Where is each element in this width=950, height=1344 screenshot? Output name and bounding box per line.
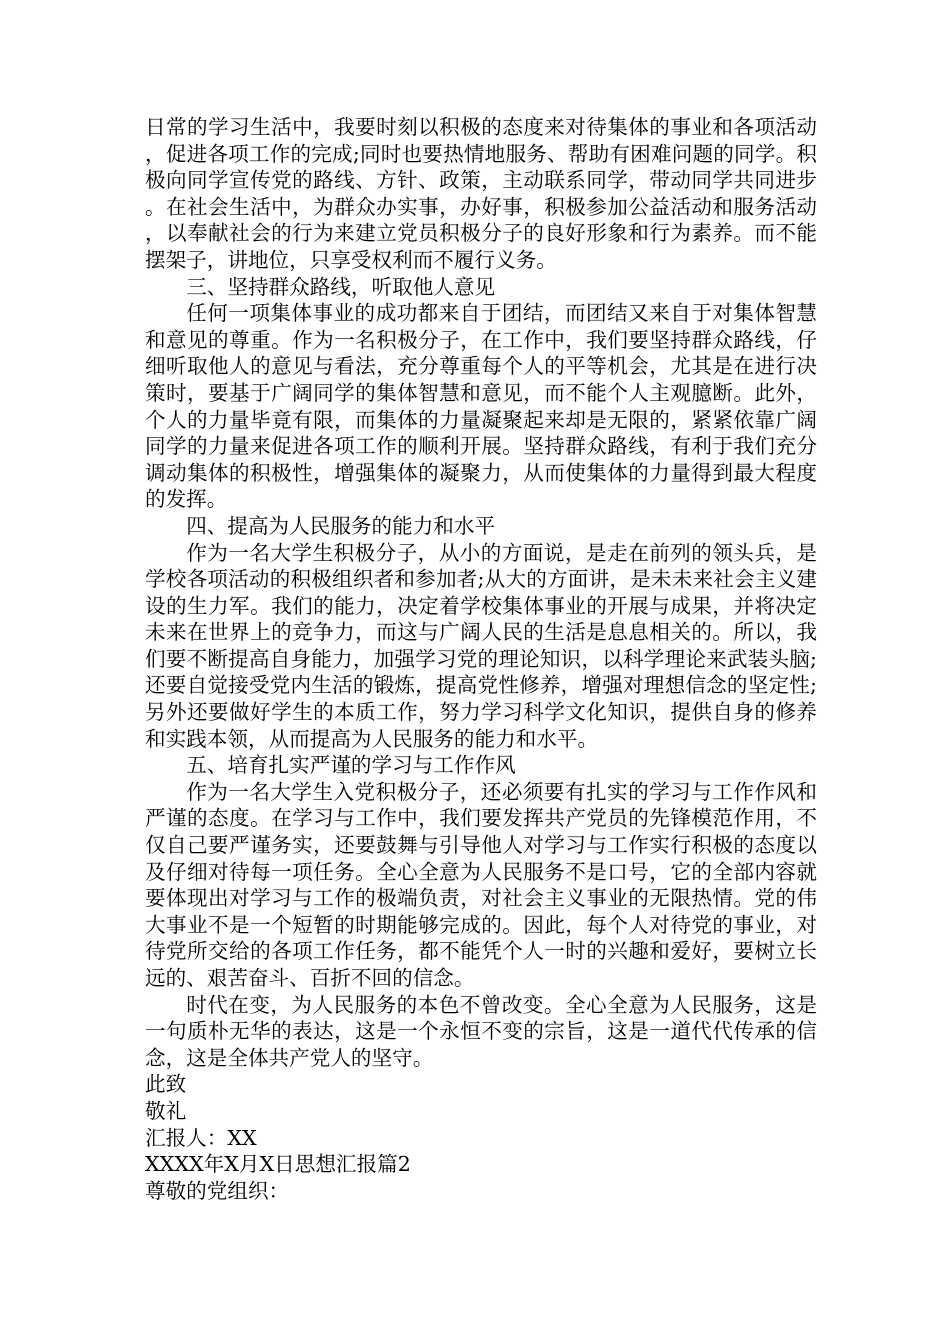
- body-paragraph: 任何一项集体事业的成功都来自于团结，而团结又来自于对集体智慧和意见的尊重。作为一名积极分子，在工作中，我们要坚持群众路线，仔细听取他人的意见与看法，充分尊重每个人的平等机会，尤其是在进行决策时，要基于广阔同学的集体智慧和意见，而不能个人主观臆断。此外，个人的力量毕竟有限，而集体的力量凝聚起来却是无限的，紧紧依靠广阔同学的力量来促进各项工作的顺利开展。坚持群众路线，有利于我们充分调动集体的积极性，增强集体的凝聚力，从而使集体的力量得到最大程度的发挥。: [145, 301, 817, 512]
- reporter-line: 汇报人：XX: [145, 1125, 257, 1150]
- body-paragraph: 时代在变，为人民服务的本色不曾改变。全心全意为人民服务，这是一句质朴无华的表达，这是一个永恒不变的宗旨，这是一道代代传承的信念，这是全体共产党人的坚守。: [145, 992, 817, 1070]
- section-heading: 四、提高为人民服务的能力和水平: [186, 513, 496, 538]
- body-paragraph: 作为一名大学生入党积极分子，还必须要有扎实的学习与工作作风和严谨的态度。在学习与工作中，我们要发挥共产党员的先锋模范作用，不仅自己要严谨务实，还要鼓舞与引导他人对学习与工作实行积极的态度以及仔细对待每一项任务。全心全意为人民服务不是口号，它的全部内容就要体现出对学习与工作的极端负责，对社会主义事业的无限热情。党的伟大事业不是一个短暂的时期能够完成的。因此，每个人对待党的事业，对待党所交给的各项工作任务，都不能凭个人一时的兴趣和爱好，要树立长远的、艰苦奋斗、百折不回的信念。: [145, 779, 817, 990]
- closing-salutation: 此致: [145, 1072, 187, 1097]
- section-heading: 三、坚持群众路线，听取他人意见: [186, 274, 496, 299]
- body-paragraph: 作为一名大学生积极分子，从小的方面说，是走在前列的领头兵，是学校各项活动的积极组织者和参加者;从大的方面讲，是未未来社会主义建设的生力军。我们的能力，决定着学校集体事业的开展与成果，并将决定未来在世界上的竞争力，而这与广阔人民的生活是息息相关的。所以，我们要不断提高自身能力，加强学习党的理论知识，以科学理论来武装头脑;还要自觉接受党内生活的锻炼，提高党性修养，增强对理想信念的坚定性;另外还要做好学生的本质工作，努力学习科学文化知识，提供自身的修养和实践本领，从而提高为人民服务的能力和水平。: [145, 540, 817, 751]
- section-heading: 五、培育扎实严谨的学习与工作作风: [186, 753, 516, 778]
- document-page: [145, 114, 817, 1204]
- greeting-line: 尊敬的党组织：: [145, 1178, 290, 1203]
- body-paragraph: 日常的学习生活中，我要时刻以积极的态度来对待集体的事业和各项活动，促进各项工作的完成;同时也要热情地服务、帮助有困难问题的同学。积极向同学宣传党的路线、方针、政策，主动联系同学，带动同学共同进步。在社会生活中，为群众办实事，办好事，积极参加公益活动和服务活动，以奉献社会的行为来建立党员积极分子的良好形象和行为素养。而不能摆架子，讲地位，只享受权利而不履行义务。: [145, 115, 817, 272]
- closing-regards: 敬礼: [145, 1098, 187, 1123]
- date-line: XXXX年X月X日思想汇报篇2: [145, 1152, 411, 1177]
